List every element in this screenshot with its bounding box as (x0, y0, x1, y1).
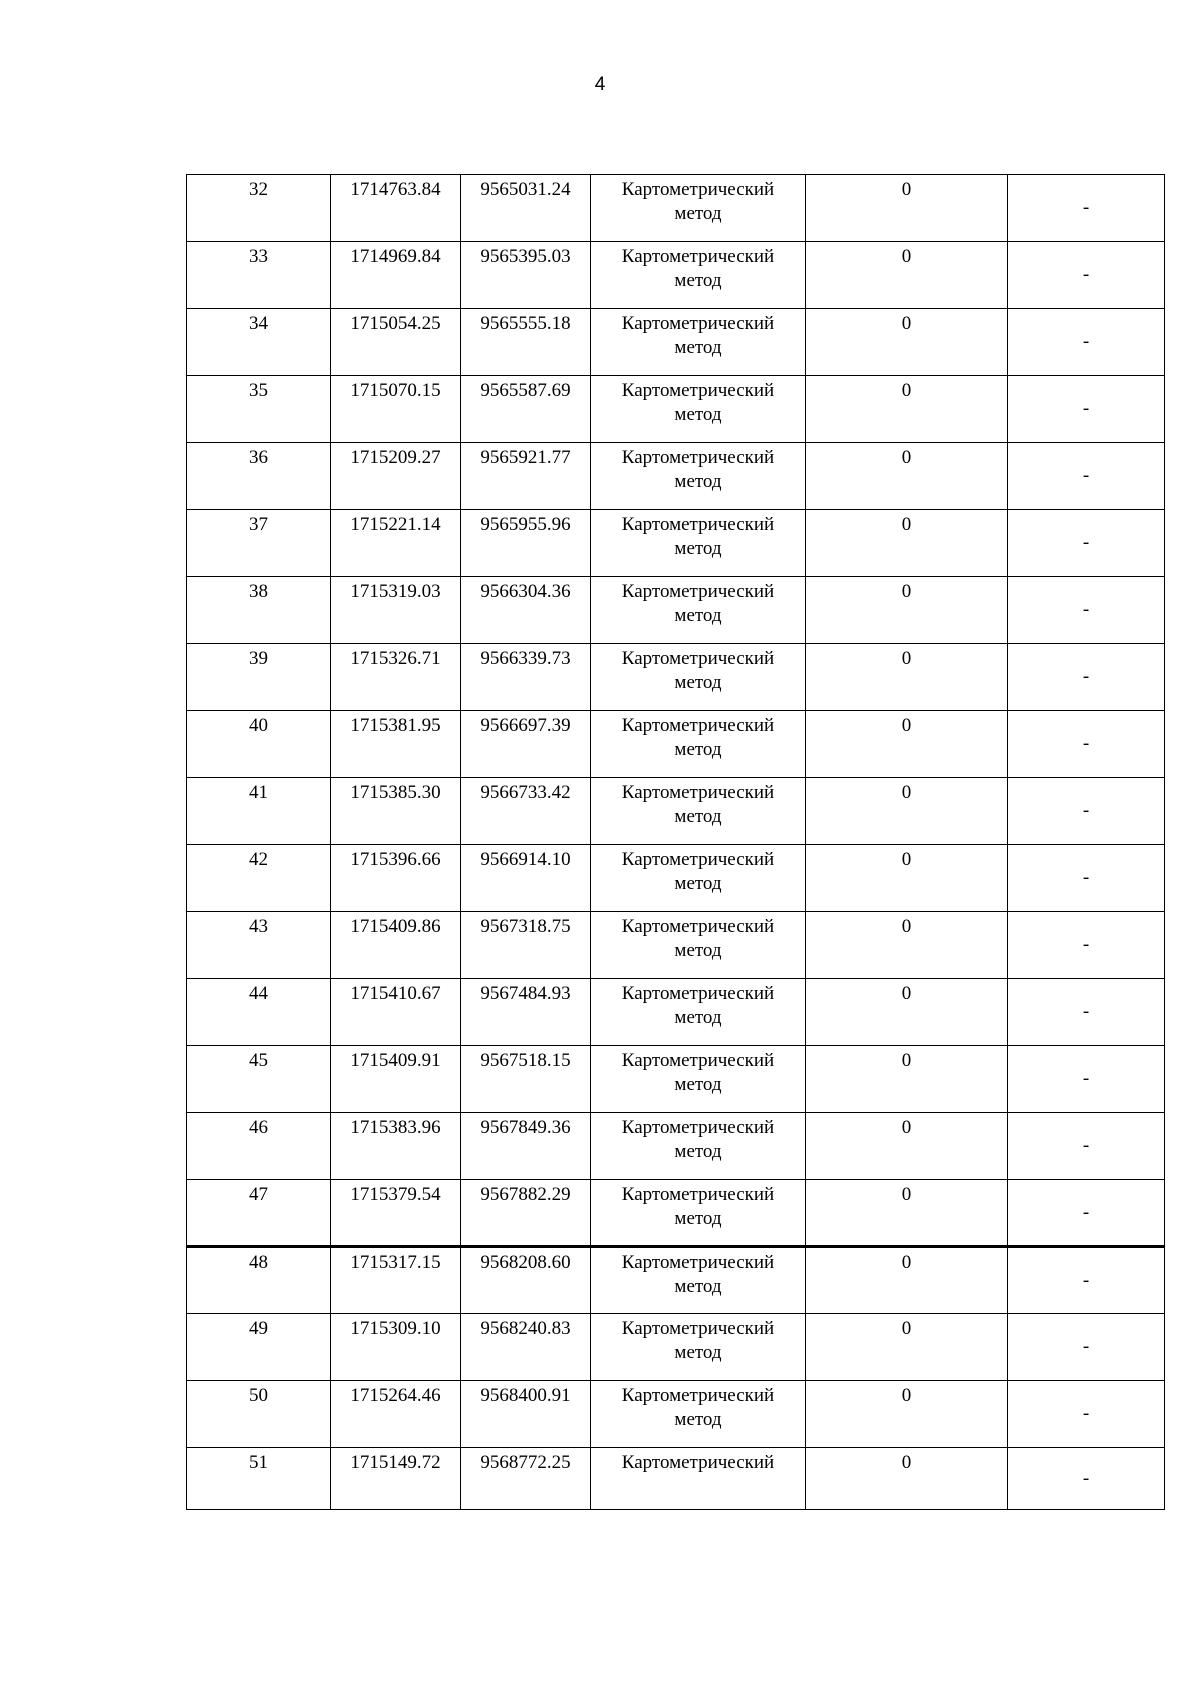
method-line-2: метод (674, 1208, 722, 1229)
method-line-2: метод (674, 873, 722, 894)
point-number-cell: 51 (187, 1448, 331, 1510)
error-cell: 0 (806, 1314, 1008, 1381)
table-row (187, 912, 1165, 979)
x-coordinate-cell: 1715264.46 (331, 1381, 461, 1448)
note-cell: - (1008, 1247, 1165, 1314)
method-line-2: метод (674, 940, 722, 961)
method-line-2: метод (674, 605, 722, 626)
y-coordinate-cell: 9568208.60 (461, 1247, 591, 1314)
y-coordinate-cell: 9567849.36 (461, 1113, 591, 1180)
table-row (187, 1381, 1165, 1448)
y-coordinate-cell: 9566697.39 (461, 711, 591, 778)
y-coordinate-cell: 9568240.83 (461, 1314, 591, 1381)
method-line-1: Картометрический (621, 715, 775, 736)
page-number: 4 (594, 74, 606, 95)
method-line-2: метод (674, 739, 722, 760)
y-coordinate-cell: 9565555.18 (461, 309, 591, 376)
x-coordinate-cell: 1715326.71 (331, 644, 461, 711)
x-coordinate-cell: 1715396.66 (331, 845, 461, 912)
method-line-1: Картометрический (621, 1117, 775, 1138)
error-cell: 0 (806, 1113, 1008, 1180)
note-cell: - (1008, 242, 1165, 309)
method-line-1: Картометрический (621, 447, 775, 468)
table-row (187, 1448, 1165, 1510)
error-cell: 0 (806, 443, 1008, 510)
error-cell: 0 (806, 309, 1008, 376)
method-cell (591, 1314, 806, 1381)
x-coordinate-cell: 1715319.03 (331, 577, 461, 644)
x-coordinate-cell: 1714763.84 (331, 175, 461, 242)
note-cell: - (1008, 376, 1165, 443)
method-line-1: Картометрический (621, 916, 775, 937)
point-number-cell: 37 (187, 510, 331, 577)
point-number-cell: 32 (187, 175, 331, 242)
method-line-2: метод (674, 1276, 722, 1297)
y-coordinate-cell: 9567484.93 (461, 979, 591, 1046)
note-cell: - (1008, 1448, 1165, 1510)
method-cell (591, 309, 806, 376)
method-line-2: метод (674, 538, 722, 559)
error-cell: 0 (806, 242, 1008, 309)
method-line-1: Картометрический (621, 514, 775, 535)
method-cell (591, 979, 806, 1046)
note-cell: - (1008, 309, 1165, 376)
point-number-cell: 49 (187, 1314, 331, 1381)
note-cell: - (1008, 1381, 1165, 1448)
y-coordinate-cell: 9567518.15 (461, 1046, 591, 1113)
point-number-cell: 41 (187, 778, 331, 845)
method-line-2: метод (674, 1409, 722, 1430)
method-line-1: Картометрический (621, 1452, 775, 1473)
method-line-1: Картометрический (621, 1184, 775, 1205)
y-coordinate-cell: 9565587.69 (461, 376, 591, 443)
method-cell (591, 912, 806, 979)
method-line-1: Картометрический (621, 1252, 775, 1273)
note-cell: - (1008, 1180, 1165, 1247)
error-cell: 0 (806, 510, 1008, 577)
note-cell: - (1008, 644, 1165, 711)
table-row (187, 376, 1165, 443)
method-line-2: метод (674, 337, 722, 358)
x-coordinate-cell: 1715209.27 (331, 443, 461, 510)
error-cell: 0 (806, 778, 1008, 845)
method-cell (591, 1046, 806, 1113)
x-coordinate-cell: 1715383.96 (331, 1113, 461, 1180)
coordinates-table (186, 174, 1165, 1510)
point-number-cell: 38 (187, 577, 331, 644)
point-number-cell: 39 (187, 644, 331, 711)
method-line-2: метод (674, 1141, 722, 1162)
table-row (187, 443, 1165, 510)
method-line-1: Картометрический (621, 313, 775, 334)
method-line-2: метод (674, 1342, 722, 1363)
table-row (187, 979, 1165, 1046)
x-coordinate-cell: 1715054.25 (331, 309, 461, 376)
method-line-1: Картометрический (621, 380, 775, 401)
point-number-cell: 34 (187, 309, 331, 376)
method-line-2: метод (674, 404, 722, 425)
y-coordinate-cell: 9568772.25 (461, 1448, 591, 1510)
table-row (187, 644, 1165, 711)
error-cell: 0 (806, 979, 1008, 1046)
method-line-2: метод (674, 270, 722, 291)
error-cell: 0 (806, 1247, 1008, 1314)
method-line-1: Картометрический (621, 782, 775, 803)
note-cell: - (1008, 577, 1165, 644)
error-cell: 0 (806, 175, 1008, 242)
method-line-2: метод (674, 1074, 722, 1095)
y-coordinate-cell: 9566733.42 (461, 778, 591, 845)
method-line-1: Картометрический (621, 1318, 775, 1339)
table-row (187, 845, 1165, 912)
method-cell (591, 1180, 806, 1247)
method-cell (591, 1448, 806, 1510)
method-cell (591, 644, 806, 711)
point-number-cell: 50 (187, 1381, 331, 1448)
note-cell: - (1008, 845, 1165, 912)
y-coordinate-cell: 9567882.29 (461, 1180, 591, 1247)
table-row (187, 778, 1165, 845)
method-line-1: Картометрический (621, 983, 775, 1004)
point-number-cell: 45 (187, 1046, 331, 1113)
method-line-2: метод (674, 672, 722, 693)
table-row (187, 175, 1165, 242)
note-cell: - (1008, 510, 1165, 577)
table-row (187, 711, 1165, 778)
x-coordinate-cell: 1715410.67 (331, 979, 461, 1046)
method-line-2: метод (674, 471, 722, 492)
error-cell: 0 (806, 1448, 1008, 1510)
method-line-1: Картометрический (621, 246, 775, 267)
error-cell: 0 (806, 1046, 1008, 1113)
table-row (187, 510, 1165, 577)
point-number-cell: 36 (187, 443, 331, 510)
y-coordinate-cell: 9565921.77 (461, 443, 591, 510)
method-line-1: Картометрический (621, 581, 775, 602)
point-number-cell: 46 (187, 1113, 331, 1180)
point-number-cell: 42 (187, 845, 331, 912)
method-line-2: метод (674, 806, 722, 827)
table-row (187, 1046, 1165, 1113)
x-coordinate-cell: 1715221.14 (331, 510, 461, 577)
note-cell: - (1008, 443, 1165, 510)
method-cell (591, 376, 806, 443)
table-row (187, 1113, 1165, 1180)
y-coordinate-cell: 9565955.96 (461, 510, 591, 577)
y-coordinate-cell: 9565031.24 (461, 175, 591, 242)
point-number-cell: 47 (187, 1180, 331, 1247)
method-line-1: Картометрический (621, 1050, 775, 1071)
method-cell (591, 711, 806, 778)
table-row (187, 1180, 1165, 1247)
method-cell (591, 1247, 806, 1314)
error-cell: 0 (806, 644, 1008, 711)
point-number-cell: 43 (187, 912, 331, 979)
error-cell: 0 (806, 577, 1008, 644)
error-cell: 0 (806, 376, 1008, 443)
note-cell: - (1008, 711, 1165, 778)
method-cell (591, 443, 806, 510)
x-coordinate-cell: 1715309.10 (331, 1314, 461, 1381)
note-cell: - (1008, 175, 1165, 242)
method-cell (591, 242, 806, 309)
error-cell: 0 (806, 711, 1008, 778)
x-coordinate-cell: 1715070.15 (331, 376, 461, 443)
note-cell: - (1008, 912, 1165, 979)
method-cell (591, 845, 806, 912)
method-line-2: метод (674, 203, 722, 224)
method-cell (591, 510, 806, 577)
method-cell (591, 175, 806, 242)
method-cell (591, 1381, 806, 1448)
x-coordinate-cell: 1714969.84 (331, 242, 461, 309)
method-line-1: Картометрический (621, 1385, 775, 1406)
table-row (187, 577, 1165, 644)
note-cell: - (1008, 1314, 1165, 1381)
note-cell: - (1008, 1046, 1165, 1113)
table-row (187, 309, 1165, 376)
y-coordinate-cell: 9568400.91 (461, 1381, 591, 1448)
x-coordinate-cell: 1715317.15 (331, 1247, 461, 1314)
note-cell: - (1008, 1113, 1165, 1180)
error-cell: 0 (806, 912, 1008, 979)
method-line-1: Картометрический (621, 179, 775, 200)
method-line-1: Картометрический (621, 849, 775, 870)
y-coordinate-cell: 9567318.75 (461, 912, 591, 979)
x-coordinate-cell: 1715379.54 (331, 1180, 461, 1247)
note-cell: - (1008, 778, 1165, 845)
x-coordinate-cell: 1715385.30 (331, 778, 461, 845)
point-number-cell: 44 (187, 979, 331, 1046)
note-cell: - (1008, 979, 1165, 1046)
point-number-cell: 35 (187, 376, 331, 443)
x-coordinate-cell: 1715149.72 (331, 1448, 461, 1510)
x-coordinate-cell: 1715409.91 (331, 1046, 461, 1113)
method-cell (591, 778, 806, 845)
table-row (187, 242, 1165, 309)
x-coordinate-cell: 1715409.86 (331, 912, 461, 979)
method-line-2: метод (674, 1007, 722, 1028)
coordinates-table-body (187, 175, 1165, 1510)
error-cell: 0 (806, 845, 1008, 912)
y-coordinate-cell: 9566914.10 (461, 845, 591, 912)
y-coordinate-cell: 9566339.73 (461, 644, 591, 711)
method-line-1: Картометрический (621, 648, 775, 669)
point-number-cell: 40 (187, 711, 331, 778)
point-number-cell: 33 (187, 242, 331, 309)
table-row (187, 1314, 1165, 1381)
error-cell: 0 (806, 1180, 1008, 1247)
y-coordinate-cell: 9566304.36 (461, 577, 591, 644)
y-coordinate-cell: 9565395.03 (461, 242, 591, 309)
table-row (187, 1247, 1165, 1314)
point-number-cell: 48 (187, 1247, 331, 1314)
x-coordinate-cell: 1715381.95 (331, 711, 461, 778)
error-cell: 0 (806, 1381, 1008, 1448)
method-cell (591, 577, 806, 644)
method-cell (591, 1113, 806, 1180)
